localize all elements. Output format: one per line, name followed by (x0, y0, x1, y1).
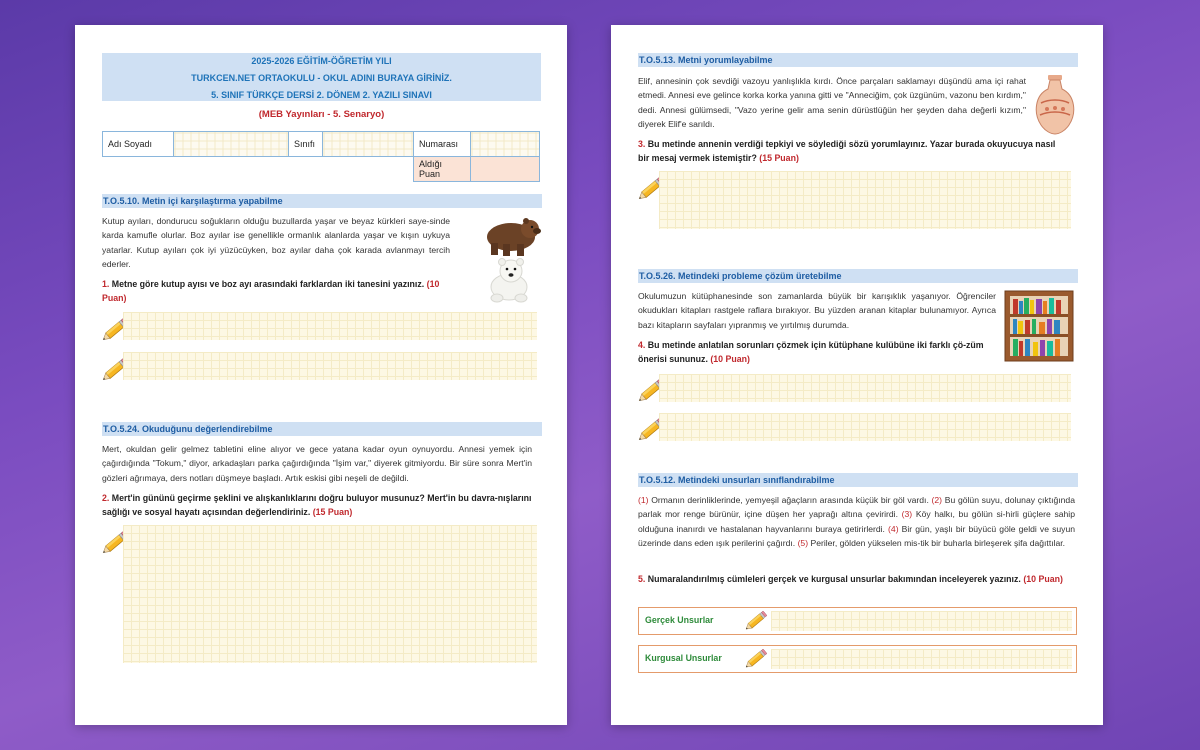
q2-text: Mert'in gününü geçirme şeklini ve alışkanlıklarını doğru buluyor musunuz? Mert'in bu davra-nışlarını sağlığı ve sosyal hayatı açısından değerlendiriniz. (102, 493, 532, 517)
header-year: 2025-2026 EĞİTİM-ÖĞRETİM YILI (251, 56, 392, 66)
sentence-3-text: Köy halkı, bu gölün si-hirli güçlere sahip olduğuna inanırdı ve hastalanan hayvanlarını buraya getirirlerdi. (638, 509, 1075, 534)
question-4 (638, 338, 996, 366)
class-field[interactable] (323, 132, 414, 157)
question-3 (638, 137, 1068, 165)
bookshelf-image (1003, 289, 1075, 363)
sentence-3-number: (3) (901, 509, 913, 520)
number-label: Numarası (414, 132, 471, 157)
pencil-icon (745, 646, 769, 670)
q5-number: 5. (638, 574, 646, 584)
exam-subtitle: (MEB Yayınları - 5. Senaryo) (258, 109, 385, 120)
q4-text: Bu metinde anlatılan sorunları çözmek için kütüphane kulübüne iki farklı çö-züm önerisi sununuz. (638, 340, 984, 364)
exam-header (102, 53, 541, 101)
q3-text: Bu metinde annenin verdiği tepkiyi ve söylediği sözü yorumlayınız. Yazar burada okuyucuya nasıl bir mesaj vermek istemiştir? (638, 139, 1056, 163)
score-label: Aldığı Puan (414, 157, 471, 182)
question-2 (102, 491, 532, 519)
q2-number: 2. (102, 493, 110, 503)
section-title-problem-solving: T.O.5.26. Metindeki probleme çözüm üretebilme (638, 269, 1078, 283)
question-1 (102, 277, 462, 305)
question-5 (638, 572, 1075, 586)
pencil-icon (745, 608, 769, 632)
name-field[interactable] (174, 132, 289, 157)
q2-points: (15 Puan) (312, 507, 353, 517)
real-elements-answer[interactable] (771, 611, 1072, 631)
sentence-5-number: (5) (797, 538, 809, 549)
number-field[interactable] (471, 132, 540, 157)
header-exam-title: 5. SINIF TÜRKÇE DERSİ 2. DÖNEM 2. YAZILI SINAVI (211, 90, 432, 100)
real-elements-label: Gerçek Unsurlar (645, 615, 714, 625)
bears-passage: Kutup ayıları, dondurucu soğukların olduğu buzullarda yaşar ve beyaz kürkleri saye-sinde karda kamufle olurlar. Boz ayılar ise genellikle ormanlık alanlarda yaşar ve kışın uykuya yatarlar. Kutup ayıları çok iyi yüzücüyken, boz ayılar daha çok karada avlanmayı tercih ederler. (102, 216, 450, 270)
fictional-elements-answer[interactable] (771, 649, 1072, 669)
mert-passage: Mert, okuldan gelir gelmez tabletini eline alıyor ve gece yatana kadar oyun oynuyordu. Annesi yemek için çağırdığında "Tokum," diyor, arkadaşları parka çağırdığında "İşim var," diyerek gitmiyordu. Bir süre sonra Mert'in gözleri ağrımaya, ders notları düşmeye başladı. Artık eskisi gibi neşeli de değildi. (102, 444, 532, 483)
lake-passage (638, 493, 1075, 551)
answer-4a-area[interactable] (659, 374, 1071, 402)
elif-passage: Elif, annesinin çok sevdiği vazoyu yanlışlıkla kırdı. Önce parçaları saklamayı düşündü ama içi rahat etmedi. Annesi eve gelince korka korka yanına gitti ve "Anneciğim, çok üzgünüm, vazonu ben kırdım," dedi. Annesi gülümsedi, "Vazo yerine gelir ama senin dürüstlüğün her şeyden daha değerli kızım," diyerek Elif'e sarıldı. (638, 76, 1026, 130)
answer-1a-area[interactable] (123, 312, 537, 340)
answer-3-area[interactable] (659, 171, 1071, 229)
sentence-2-text: Bu gölün suyu, dolunay çıktığında parlak mor renge bürünür, içine düşen her yaprağı altına çevirirdi. (638, 495, 1075, 520)
sentence-2-number: (2) (931, 495, 943, 505)
q1-points: (10 Puan) (102, 279, 440, 303)
fictional-elements-row (638, 645, 1077, 673)
name-label: Adı Soyadı (103, 132, 174, 157)
q5-text: Numaralandırılmış cümleleri gerçek ve kurgusal unsurlar bakımından inceleyerek yazınız. (647, 574, 1021, 584)
q3-number: 3. (638, 139, 646, 149)
sentence-1-text: Ormanın derinliklerinde, yemyeşil ağaçların arasında küçük bir göl vardı. (648, 495, 932, 505)
sentence-4-number: (4) (888, 523, 899, 534)
section-title-comparison: T.O.5.10. Metin içi karşılaştırma yapabilme (102, 194, 542, 208)
brown-bear-image (479, 211, 541, 257)
sentence-1-number: (1) (638, 495, 649, 505)
section-title-interpretation: T.O.5.13. Metni yorumlayabilme (638, 53, 1078, 67)
sentence-4-text: Bir gün, yaşlı bir büyücü göle geldi ve suyun üzerinde dans eden ışık perilerini çağırdı. (638, 523, 1076, 549)
answer-1b-area[interactable] (123, 352, 537, 380)
vase-image (1031, 73, 1079, 137)
q4-number: 4. (638, 340, 646, 350)
polar-bear-image (481, 257, 537, 303)
q4-points: (10 Puan) (710, 354, 750, 364)
header-school: TURKCEN.NET ORTAOKULU - OKUL ADINI BURAYA GİRİNİZ. (191, 73, 452, 83)
q1-text: Metne göre kutup ayısı ve boz ayı arasındaki farklardan iki tanesini yazınız. (111, 279, 425, 289)
exam-page-right (611, 25, 1103, 725)
student-info-table (102, 131, 540, 182)
answer-4b-area[interactable] (659, 413, 1071, 441)
section-title-classification: T.O.5.12. Metindeki unsurları sınıflandırabilme (638, 473, 1078, 487)
sentence-5-text: Periler, gölden yükselen mis-tik bir buharla birleşerek şifa dağıttılar. (808, 538, 1066, 549)
q5-points: (10 Puan) (1023, 574, 1063, 584)
q1-number: 1. (102, 279, 110, 289)
section-title-evaluation: T.O.5.24. Okuduğunu değerlendirebilme (102, 422, 542, 436)
class-label: Sınıfı (289, 132, 323, 157)
fictional-elements-label: Kurgusal Unsurlar (645, 653, 722, 663)
q3-points: (15 Puan) (759, 153, 799, 163)
real-elements-row (638, 607, 1077, 635)
score-field[interactable] (471, 157, 540, 182)
answer-2-area[interactable] (123, 525, 537, 663)
exam-page-left (75, 25, 567, 725)
library-passage: Okulumuzun kütüphanesinde son zamanlarda büyük bir karışıklık yaşanıyor. Öğrenciler okudukları kitapları rastgele raflara bırakıyor. Bu yüzden aranan kitaplar bulunamıyor. Ayrıca bazı kitapların sayfaları yıpranmış ve yırtılmış durumda. (638, 291, 996, 330)
